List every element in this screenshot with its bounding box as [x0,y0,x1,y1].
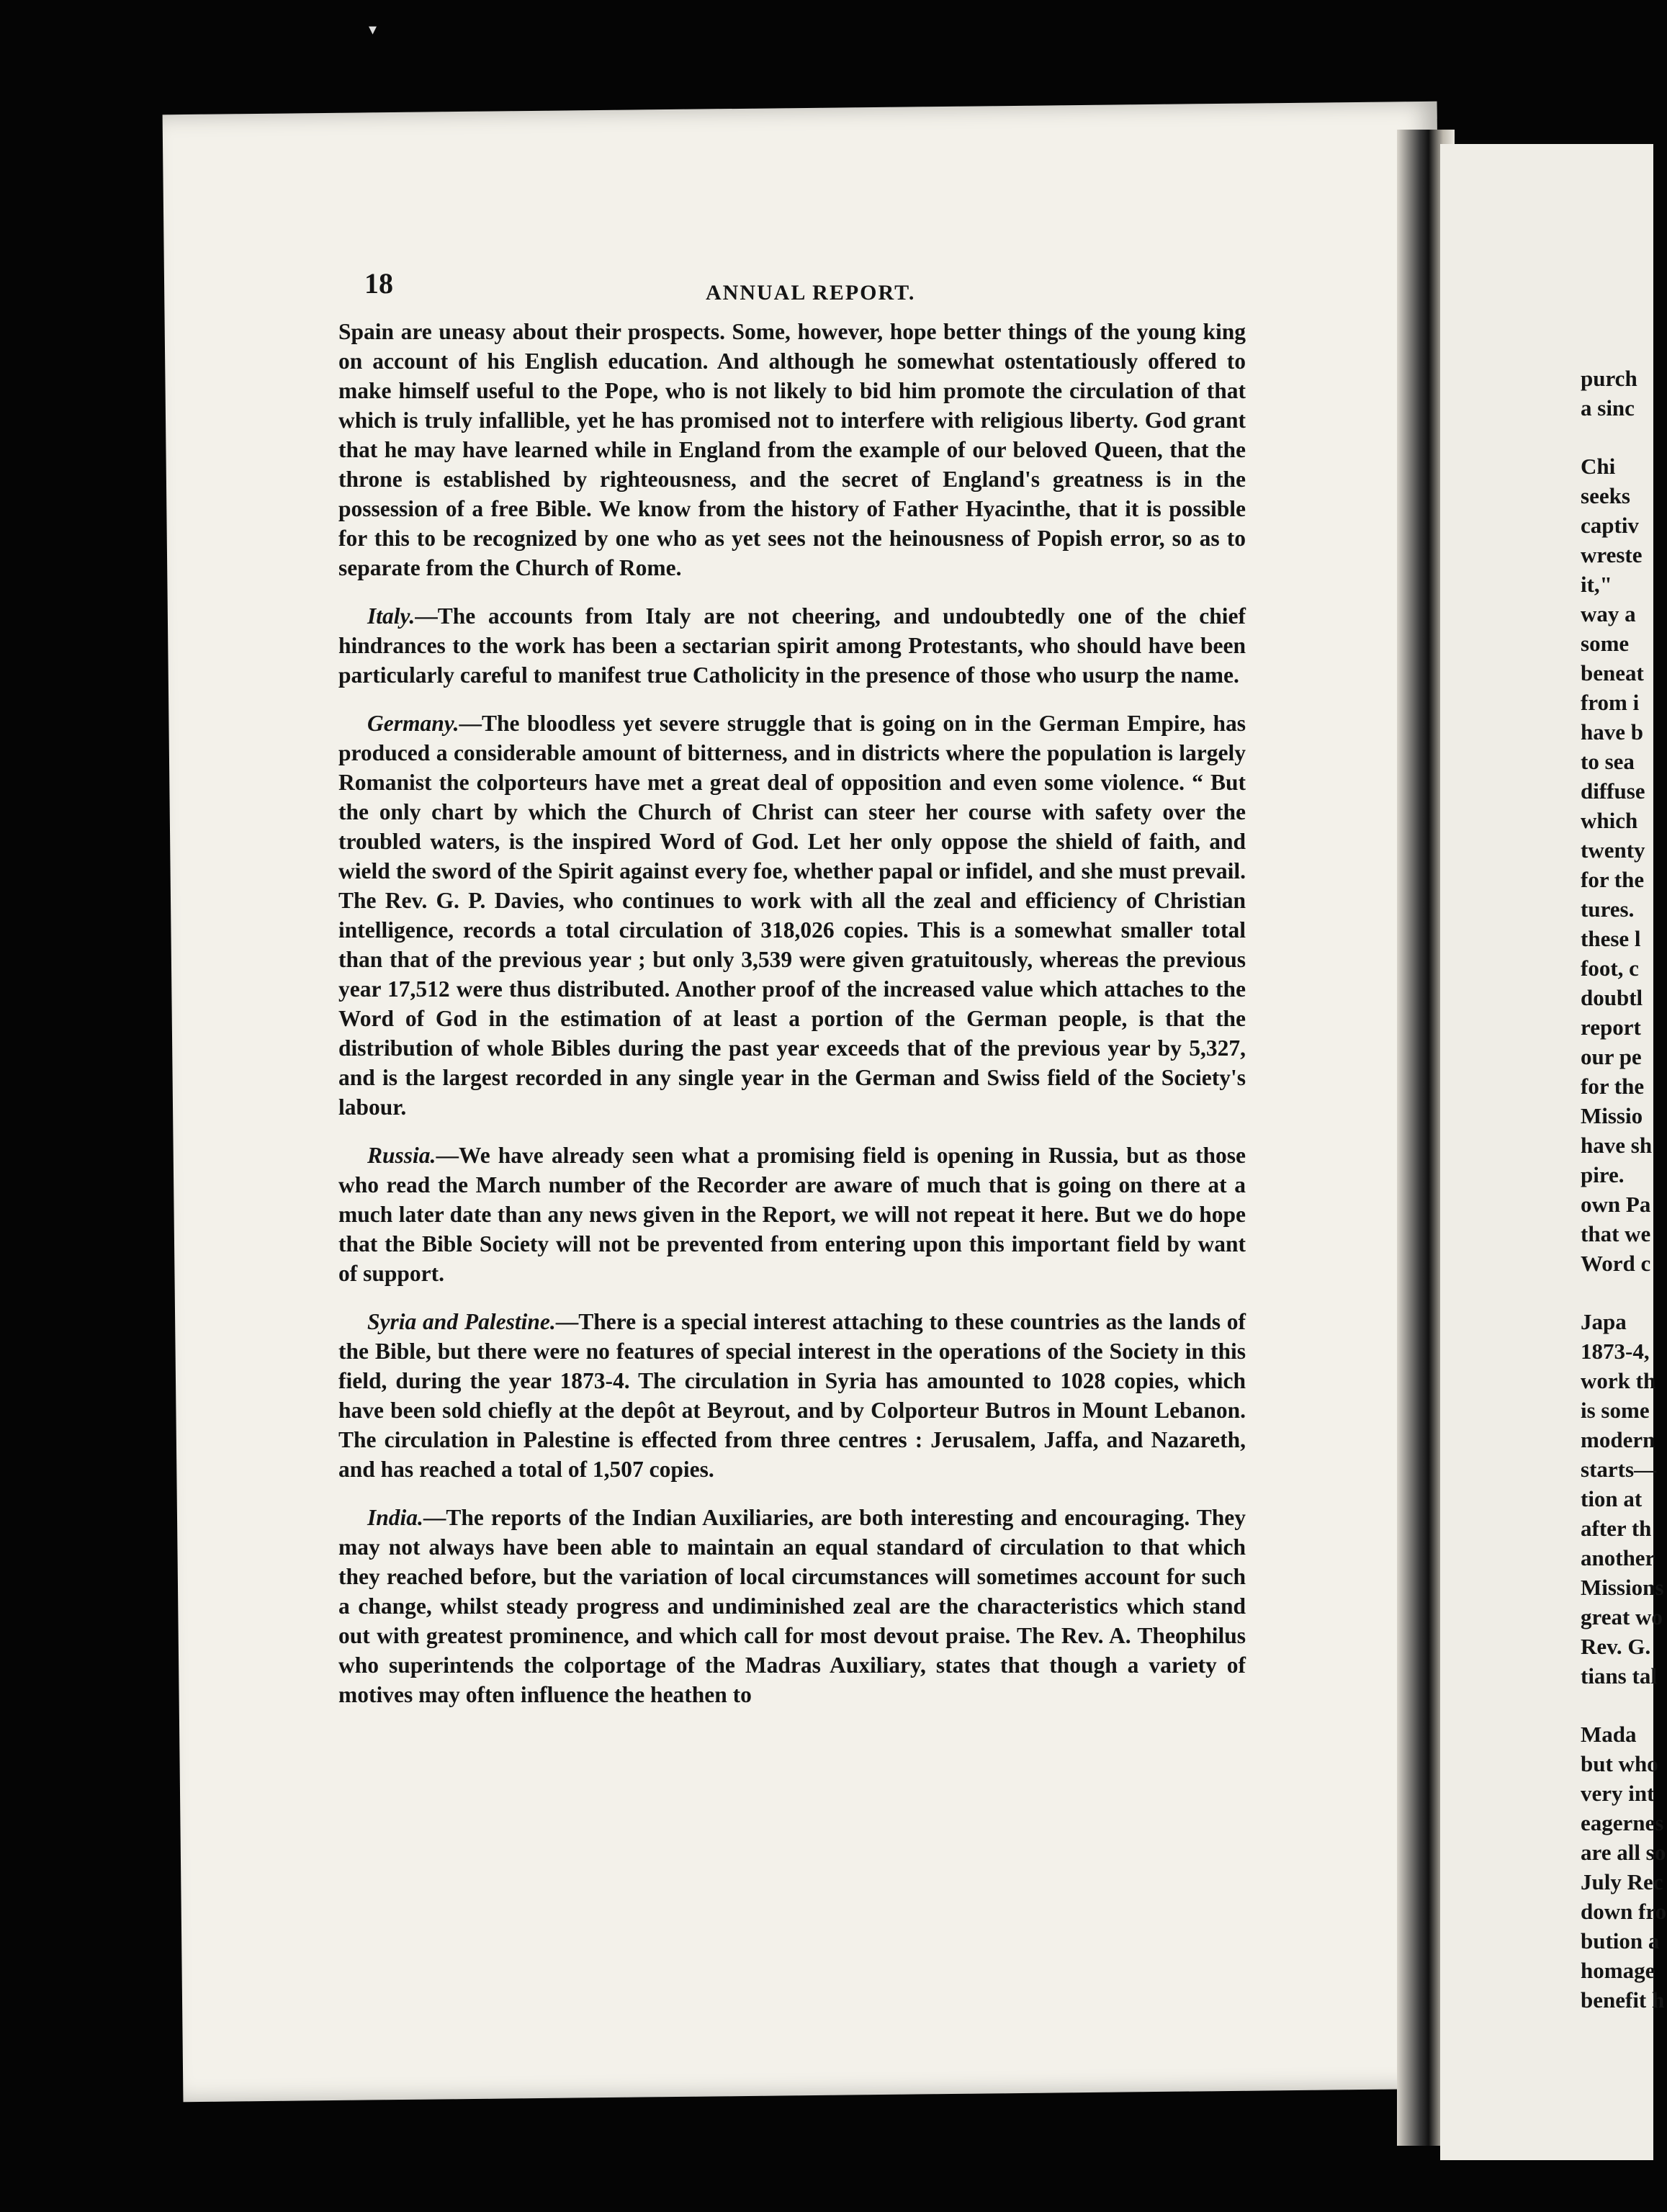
text-fragment: report [1581,1015,1641,1040]
text-fragment: that we [1581,1221,1651,1246]
text-fragment: Missio [1581,1103,1643,1128]
text-fragment: these l [1581,926,1641,951]
text-fragment: a sinc [1581,395,1635,421]
text-fragment: work th [1581,1368,1656,1393]
text-fragment: down fro [1581,1899,1667,1924]
text-fragment: have b [1581,719,1643,745]
text-fragment: starts— [1581,1457,1657,1482]
text-fragment: Chi [1581,454,1616,479]
paragraph [338,709,1246,1122]
text-fragment: tians tal [1581,1663,1657,1689]
text-fragment: beneat [1581,660,1644,685]
paragraph-gap [1581,423,1667,451]
paragraph [338,601,1246,690]
text-fragment: have sh [1581,1133,1653,1158]
body-text [338,317,1246,1709]
paragraph-text: Spain are uneasy about their prospects. Some, however, hope better things of the young king on account of his English education. And although he somewhat ostentatiously offered to make himself useful to the Pope, who is not likely to bid him promote the circulation of that which is truly infallible, yet he has promised not to interfere with religious liberty. God grant that he may have learned while in England from the example of our beloved Queen, that the throne is established by righteousness, and the secret of England's greatness is in the possession of a free Bible. We know from the history of Father Hyacinthe, that it is possible for this to be recognized by one who as yet sees not the heinousness of Popish error, so as to separate from the Church of Rome. [338,319,1246,580]
text-fragment: our pe [1581,1044,1642,1069]
text-fragment: it," [1581,572,1612,597]
scan-mark: ▾ [369,20,377,38]
section-heading: Italy. [367,603,415,629]
section-heading: India. [367,1505,423,1530]
paragraph [338,1503,1246,1709]
text-fragment: purch [1581,366,1637,391]
text-fragment: Mada [1581,1722,1637,1747]
text-fragment: eagernes [1581,1810,1664,1835]
text-fragment: is some [1581,1398,1650,1423]
text-fragment: but who [1581,1751,1658,1776]
text-fragment: captiv [1581,513,1639,538]
text-fragment: for the [1581,1074,1645,1099]
text-fragment: are all so [1581,1840,1666,1865]
text-fragment: another [1581,1545,1655,1570]
paragraph [338,1141,1246,1288]
text-fragment: twenty [1581,837,1645,863]
text-fragment: modern [1581,1427,1655,1452]
paragraph-gap [1581,1691,1667,1719]
text-fragment: Word c [1581,1251,1651,1276]
text-fragment: Rev. G. [1581,1634,1651,1659]
text-fragment: wreste [1581,542,1643,567]
text-fragment: own Pa [1581,1192,1651,1217]
text-fragment: diffuse [1581,778,1645,804]
paragraph-gap [1581,1278,1667,1307]
text-fragment: some [1581,631,1630,656]
text-fragment: tion at [1581,1486,1643,1511]
text-fragment: homage [1581,1958,1655,1983]
section-heading: Germany. [367,711,459,736]
text-fragment: July Rec [1581,1869,1663,1894]
text-fragment: way a [1581,601,1636,626]
text-fragment: Missions [1581,1575,1664,1600]
section-heading: Syria and Palestine. [367,1309,556,1334]
text-fragment: seeks [1581,483,1630,508]
paragraph-text: —The accounts from Italy are not cheering, and undoubtedly one of the chief hindrances to the work has been a sectarian spirit among Protestants, who should have been particularly careful to manifest true Catholicity in the presence of those who usurp the name. [338,603,1246,688]
text-fragment: to sea [1581,749,1635,774]
text-fragment: which [1581,808,1638,833]
paragraph [338,1307,1246,1484]
page-header [338,259,1246,317]
text-fragment: from i [1581,690,1640,715]
text-fragment: after th [1581,1516,1652,1541]
text-fragment: doubtl [1581,985,1643,1010]
text-fragment: pire. [1581,1162,1625,1187]
paragraph-text: —There is a special interest attaching to these countries as the lands of the Bible, but there were no features of special interest in the operations of the Society in this field, during the year 1873-4. The circulation in Syria has amounted to 1028 copies, which have been sold chiefly at the depôt at Beyrout, and by Colporteur Butros in Mount Lebanon. The circulation in Palestine is effected from three centres : Jerusalem, Jaffa, and Nazareth, and has reached a total of 1,507 copies. [338,1309,1246,1482]
text-fragment: bution a [1581,1928,1660,1954]
paragraph-text: —We have already seen what a promising field is opening in Russia, but as those who read the March number of the Recorder are aware of much that is going on there at a much later date than any news given in the Report, we will not repeat it here. But we do hope that the Bible Society will not be prevented from entering upon this important field by want of support. [338,1143,1246,1286]
text-fragment: for the [1581,867,1645,892]
text-fragment: foot, c [1581,956,1639,981]
page-number: 18 [364,267,393,300]
running-head: ANNUAL REPORT. [706,281,916,305]
text-fragment: benefit h [1581,1987,1665,2013]
paragraph-text: —The bloodless yet severe struggle that is going on in the German Empire, has produced a considerable amount of bitterness, and in districts where the population is largely Romanist the colporteurs have met a great deal of opposition and even some violence. “ But the only chart by which the Church of Christ can steer her course with safety over the troubled waters, is the inspired Word of God. Let her only oppose the shield of faith, and wield the sword of the Spirit against every foe, whether papal or infidel, and she must prevail. The Rev. G. P. Davies, who continues to work with all the zeal and efficiency of Christian intelligence, records a total circulation of 318,026 copies. This is a somewhat smaller total than that of the previous year ; but only 3,539 were given gratuitously, whereas the previous year 17,512 were thus distributed. Another proof of the increased value which attaches to the Word of God in the estimation of at least a portion of the German people, is that the distribution of whole Bibles during the past year exceeds that of the previous year by 5,327, and is the largest recorded in any single year in the German and Swiss field of the Society's labour. [338,711,1246,1120]
right-page-text [1581,364,1667,2015]
text-fragment: 1873-4, [1581,1339,1650,1364]
paragraph [338,317,1246,583]
paragraph-text: —The reports of the Indian Auxiliaries, are both interesting and encouraging. They may not always have been able to maintain an equal standard of circulation to that which they reached before, but the variation of local circumstances will sometimes account for such a change, whilst steady progress and undiminished zeal are the characteristics which stand out with greatest prominence, and which call for most devout praise. The Rev. A. Theophilus who superintends the colportage of the Madras Auxiliary, states that though a variety of motives may often influence the heathen to [338,1505,1246,1707]
text-fragment: Japa [1581,1309,1627,1334]
text-fragment: very int [1581,1781,1655,1806]
text-fragment: tures. [1581,896,1635,922]
text-fragment: great wo [1581,1604,1663,1629]
left-page-content [338,259,1246,1728]
section-heading: Russia. [367,1143,436,1168]
